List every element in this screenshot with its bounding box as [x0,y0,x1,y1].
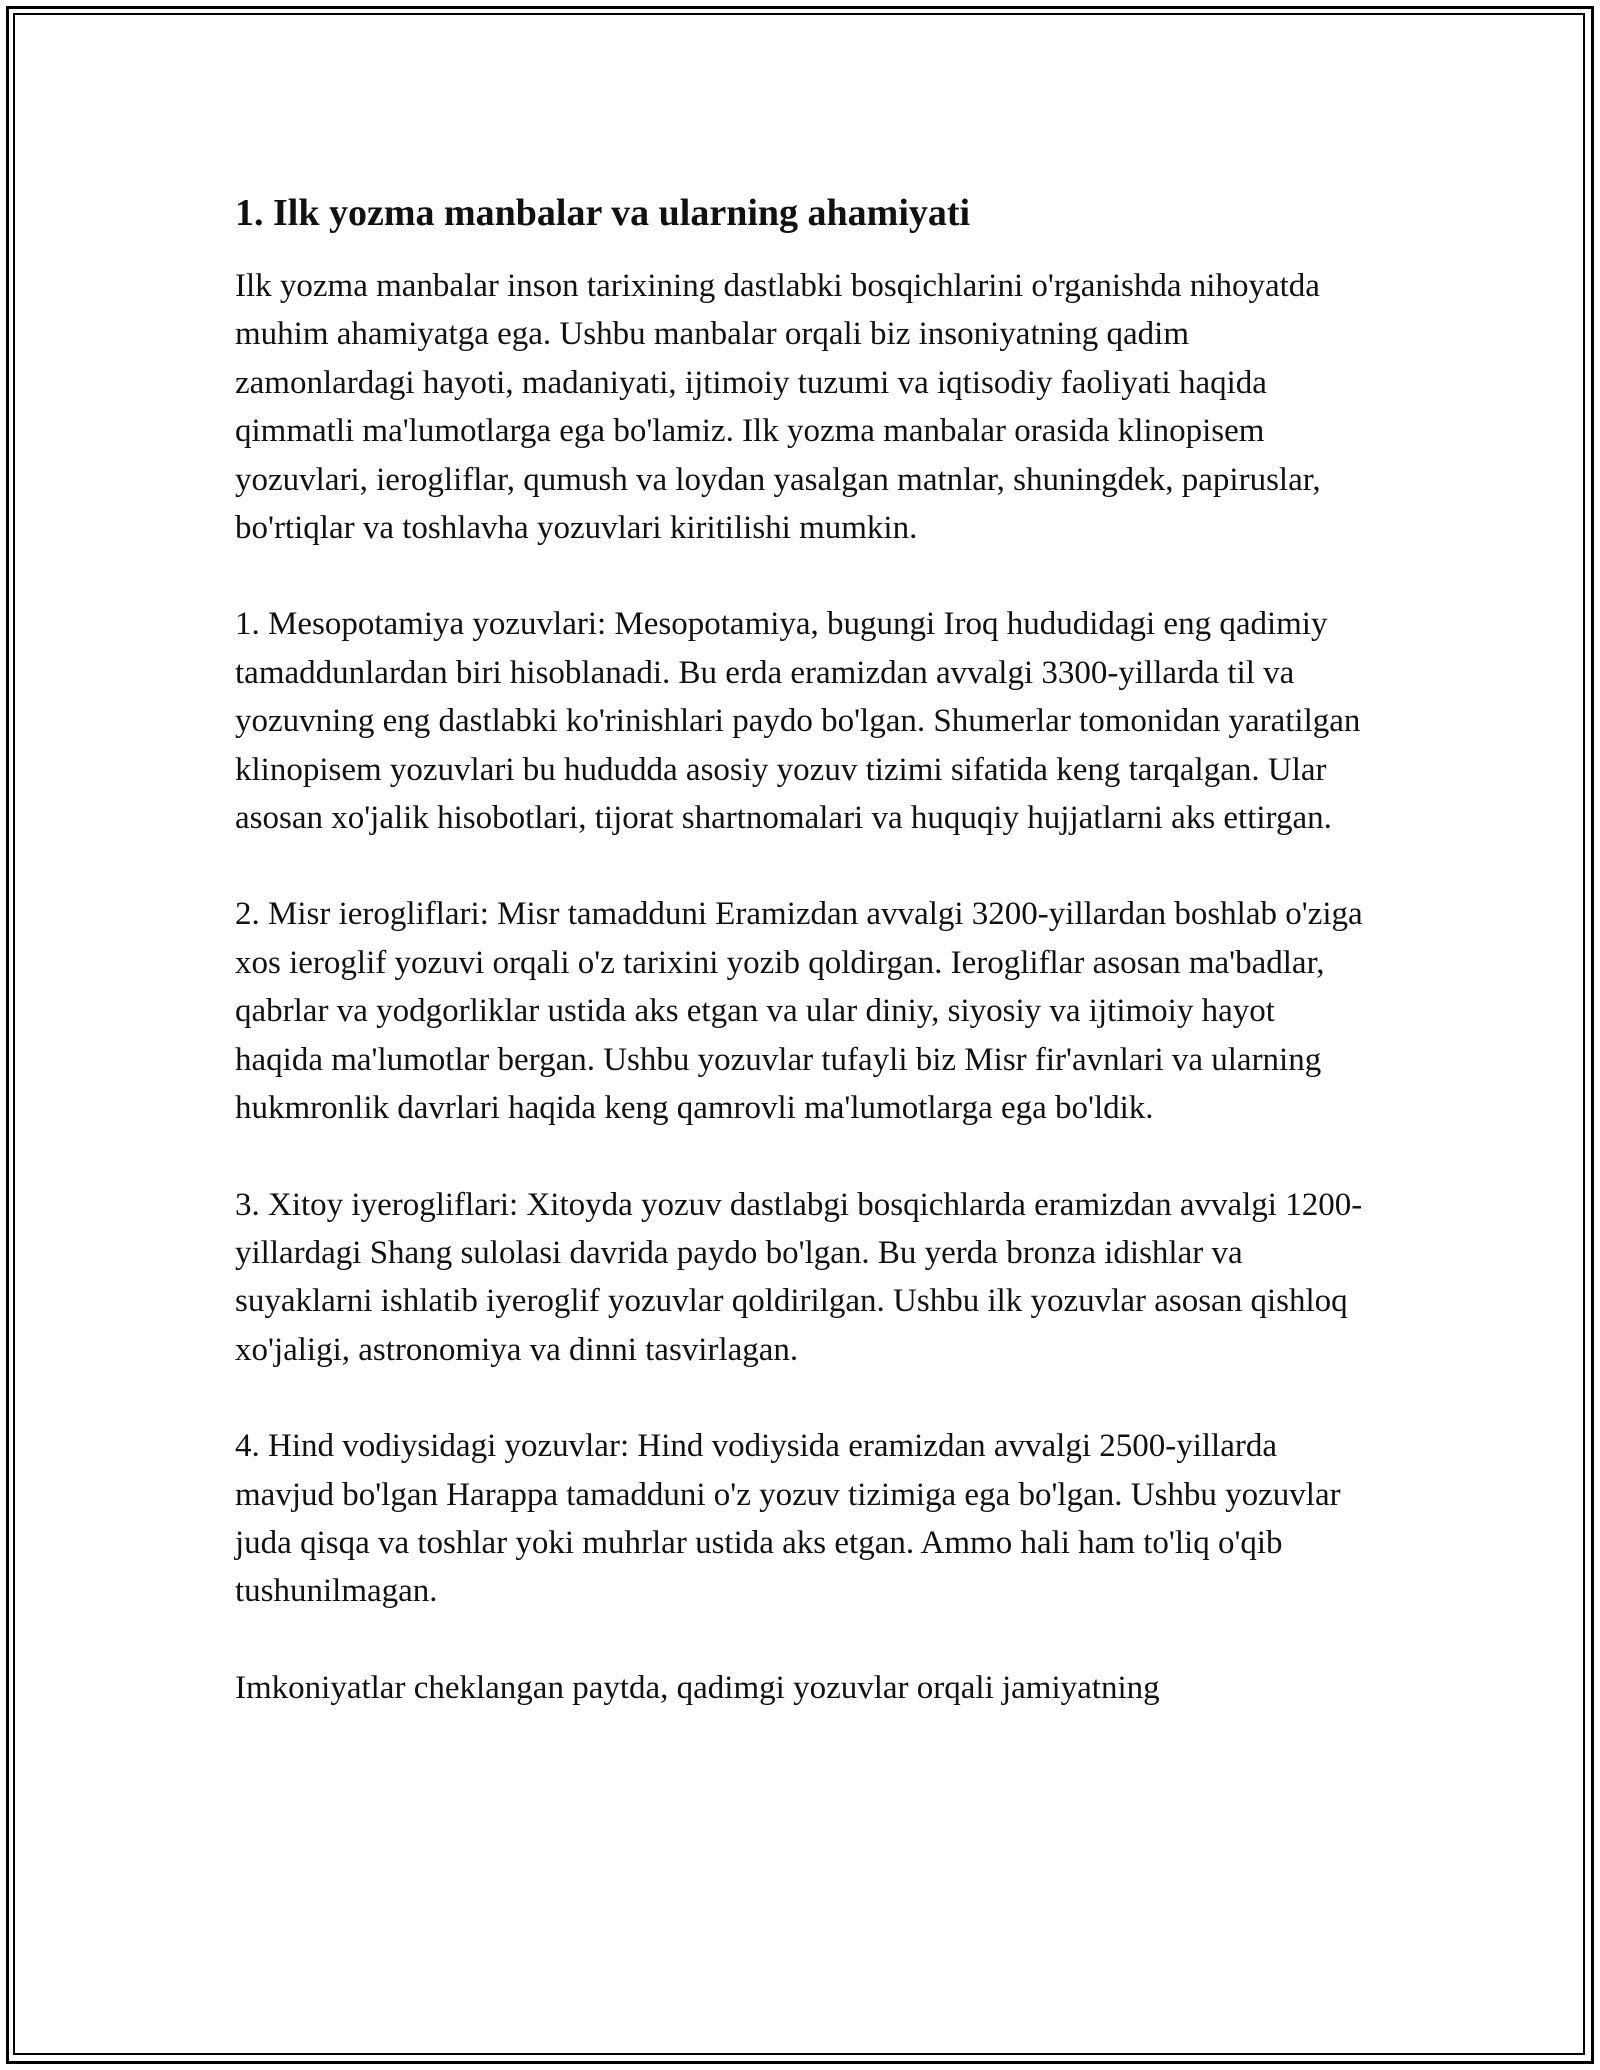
section-heading: 1. Ilk yozma manbalar va ularning ahamiyati [235,192,971,234]
paragraph-indus: 4. Hind vodiysidagi yozuvlar: Hind vodiysida eramizdan avvalgi 2500-yillarda mavjud bo'lgan Harappa tamadduni o'z yozuv tizimiga ega bo'lgan. Ushbu yozuvlar juda qisqa va toshlar yoki muhrlar ustida aks etgan. Ammo hali ham to'liq o'qib tushunilmagan. [235,1428,1341,1610]
document-page [235,188,1365,1760]
paragraph-closing: Imkoniyatlar cheklangan paytda, qadimgi yozuvlar orqali jamiyatning [235,1669,1160,1706]
intro-paragraph: Ilk yozma manbalar inson tarixining dastlabki bosqichlarini o'rganishda nihoyatda muhim ahamiyatga ega. Ushbu manbalar orqali biz insoniyatning qadim zamonlardagi hayoti, madaniyati, ijtimoiy tuzumi va iqtisodiy faoliyati haqida qimmatli ma'lumotlarga ega bo'lamiz. Ilk yozma manbalar orasida klinopisem yozuvlari, ierogliflar, qumush va loydan yasalgan matnlar, shuningdek, papiruslar, bo'rtiqlar va toshlavha yozuvlari kiritilishi mumkin. [235,268,1321,547]
paragraph-mesopotamia: 1. Mesopotamiya yozuvlari: Mesopotamiya, bugungi Iroq hududidagi eng qadimiy tamaddunlardan biri hisoblanadi. Bu erda eramizdan avvalgi 3300-yillarda til va yozuvning eng dastlabki ko'rinishlari paydo bo'lgan. Shumerlar tomonidan yaratilgan klinopisem yozuvlari bu hududda asosiy yozuv tizimi sifatida keng tarqalgan. Ular asosan xo'jalik hisobotlari, tijorat shartnomalari va huquqiy hujjatlarni aks ettirgan. [235,606,1361,837]
paragraph-china: 3. Xitoy iyerogliflari: Xitoyda yozuv dastlabgi bosqichlarda eramizdan avvalgi 1200-yillardagi Shang sulolasi davrida paydo bo'lgan. Bu yerda bronza idishlar va suyaklarni ishlatib iyeroglif yozuvlar qoldirilgan. Ushbu ilk yozuvlar asosan qishloq xo'jaligi, astronomiya va dinni tasvirlagan. [235,1186,1363,1368]
paragraph-egypt: 2. Misr ierogliflari: Misr tamadduni Eramizdan avvalgi 3200-yillardan boshlab o'ziga xos ieroglif yozuvi orqali o'z tarixini yozib qoldirgan. Ierogliflar asosan ma'badlar, qabrlar va yodgorliklar ustida aks etgan va ular diniy, siyosiy va ijtimoiy hayot haqida ma'lumotlar bergan. Ushbu yozuvlar tufayli biz Misr fir'avnlari va ularning hukmronlik davrlari haqida keng qamrovli ma'lumotlarga ega bo'ldik. [235,896,1363,1127]
